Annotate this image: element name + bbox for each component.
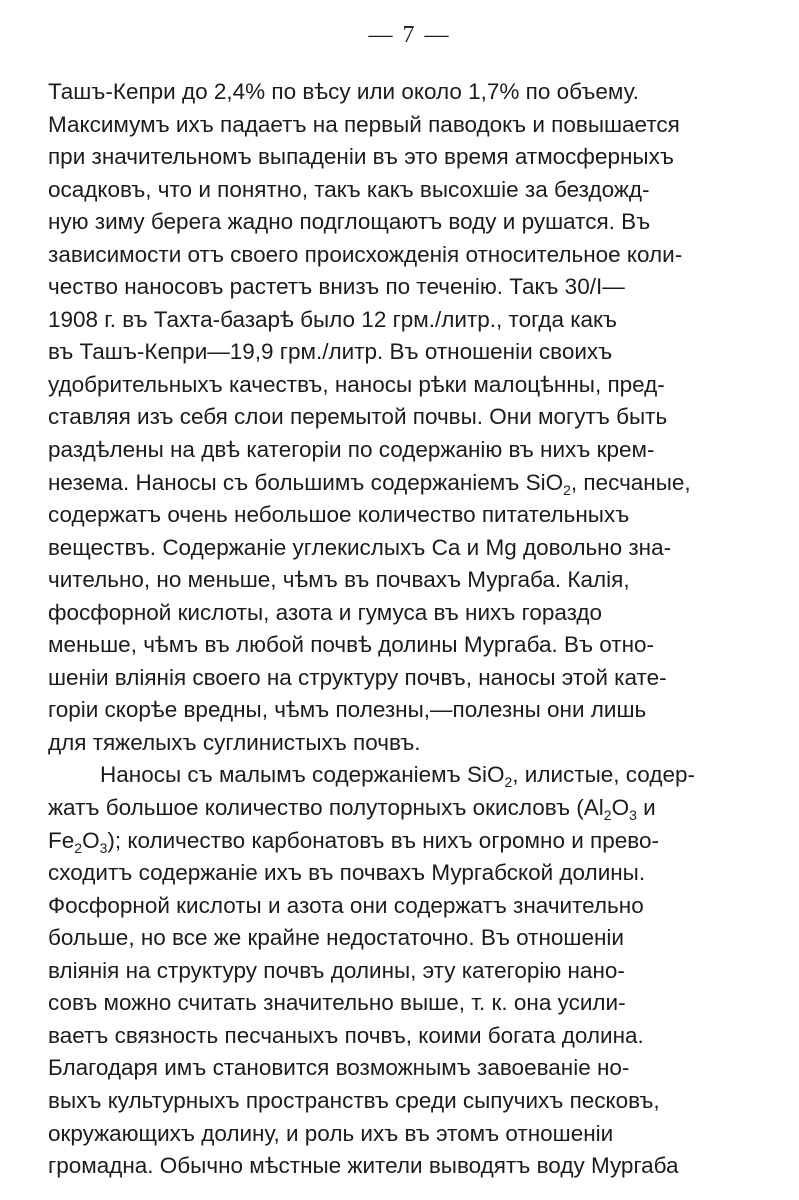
- text-segment: ную зиму берега жадно подглощаютъ воду и рушатся. Въ: [48, 209, 651, 235]
- subscript: 2: [74, 839, 83, 856]
- text-segment: влiянiя на структуру почвъ долины, эту категорiю нано-: [48, 957, 625, 983]
- text-segment: удобрительныхъ качествъ, наносы рѣки малоцѣнны, пред-: [48, 371, 665, 397]
- text-line: [48, 857, 786, 890]
- paragraph: [48, 76, 786, 759]
- text-segment: чительно, но меньше, чѣмъ въ почвахъ Мургаба. Калiя,: [48, 567, 630, 593]
- text-segment: осадковъ, что и понятно, такъ какъ высохшiе за бездожд-: [48, 176, 650, 202]
- text-line: [48, 1052, 786, 1085]
- text-line: [48, 629, 786, 662]
- text-segment: фосфорной кислоты, азота и гумуса въ нихъ гораздо: [48, 599, 603, 625]
- text-segment: Благодаря имъ становится возможнымъ завоеванiе но-: [48, 1055, 630, 1081]
- text-segment: больше, но все же крайне недостаточно. Въ отношенiи: [48, 925, 624, 951]
- text-line: [48, 109, 786, 142]
- text-line: [48, 1118, 786, 1151]
- text-line: [48, 922, 786, 955]
- text-line: [48, 239, 786, 272]
- subscript: 2: [563, 481, 571, 498]
- text-line: [48, 76, 786, 109]
- text-segment: въ Ташъ-Кепри—19,9 грм./литр. Въ отношенiи своихъ: [48, 339, 613, 365]
- text-line: [48, 532, 786, 565]
- text-segment: 1908 г. въ Тахта-базарѣ было 12 грм./литр., тогда какъ: [48, 306, 617, 332]
- text-line: [48, 727, 786, 760]
- text-segment: Максимумъ ихъ падаетъ на первый паводокъ и повышается: [48, 111, 680, 137]
- text-segment: горiи скорѣе вредны, чѣмъ полезны,—полезны они лишь: [48, 697, 647, 723]
- text-segment: Фосфорной кислоты и азота они содержатъ значительно: [48, 892, 644, 918]
- text-line: [48, 206, 786, 239]
- text-segment: ваетъ связность песчаныхъ почвъ, коими богата долина.: [48, 1022, 644, 1048]
- text-line: [48, 694, 786, 727]
- text-segment: чество наносовъ растетъ внизъ по теченiю. Такъ 30/I—: [48, 274, 625, 300]
- text-segment: O: [82, 827, 100, 853]
- text-line: [48, 401, 786, 434]
- text-line: [48, 890, 786, 923]
- text-line: [48, 662, 786, 695]
- subscript: 2: [603, 807, 612, 824]
- body-text: [48, 76, 786, 1183]
- text-segment: Ташъ-Кепри до 2,4% по вѣсу или около 1,7% по объему.: [48, 79, 639, 104]
- text-segment: зависимости отъ своего происхожденiя относительное коли-: [48, 241, 683, 267]
- text-segment: при значительномъ выпаденiи въ это время атмосферныхъ: [48, 144, 674, 170]
- subscript: 3: [99, 839, 108, 856]
- text-segment: Наносы съ малымъ содержанiемъ SiO: [100, 762, 505, 788]
- text-segment: ); количество карбонатовъ въ нихъ огромно и прево-: [107, 827, 659, 853]
- text-segment: содержатъ очень небольшое количество питательныхъ: [48, 502, 630, 528]
- text-segment: Fe: [48, 827, 75, 853]
- text-line: [48, 369, 786, 402]
- text-line: [48, 1150, 786, 1183]
- text-line: [48, 141, 786, 174]
- text-segment: сходитъ содержанiе ихъ въ почвахъ Мургабской долины.: [48, 860, 646, 886]
- text-segment: раздѣлены на двѣ категорiи по содержанiю въ нихъ крем-: [48, 437, 655, 463]
- text-segment: для тяжелыхъ суглинистыхъ почвъ.: [48, 729, 421, 755]
- text-segment: , илистые, содер-: [512, 762, 695, 788]
- text-segment: , песчаные,: [570, 469, 691, 495]
- subscript: 2: [504, 774, 513, 791]
- text-segment: меньше, чѣмъ въ любой почвѣ долины Мургаба. Въ отно-: [48, 632, 655, 658]
- text-line: [48, 467, 786, 500]
- text-line: [48, 304, 786, 337]
- text-line: [48, 955, 786, 988]
- page-number: — 7 —: [368, 22, 451, 48]
- text-segment: и: [636, 795, 656, 821]
- subscript: 3: [629, 807, 637, 824]
- text-line: [48, 759, 786, 792]
- text-segment: незема. Наносы съ большимъ содержанiемъ SiO: [48, 469, 564, 495]
- text-line: [48, 597, 786, 630]
- text-line: [48, 271, 786, 304]
- text-line: [48, 499, 786, 532]
- text-segment: ставляя изъ себя слои перемытой почвы. Они могутъ быть: [48, 404, 668, 430]
- text-segment: совъ можно считать значительно выше, т. к. она усили-: [48, 990, 626, 1016]
- text-line: [48, 1020, 786, 1053]
- text-segment: O: [611, 795, 630, 821]
- text-segment: выхъ культурныхъ пространствъ среди сыпучихъ песковъ,: [48, 1087, 660, 1113]
- text-line: [48, 174, 786, 207]
- text-line: [48, 336, 786, 369]
- paragraph: [48, 759, 786, 1182]
- text-line: [48, 987, 786, 1020]
- text-line: [48, 825, 786, 858]
- text-segment: веществъ. Содержанiе углекислыхъ Ca и Mg довольно зна-: [48, 534, 672, 560]
- text-segment: шенiи влiянiя своего на структуру почвъ, наносы этой кате-: [48, 664, 667, 690]
- text-line: [48, 564, 786, 597]
- text-segment: окружающихъ долину, и роль ихъ въ этомъ отношенiи: [48, 1120, 614, 1146]
- text-line: [48, 434, 786, 467]
- text-segment: жатъ большое количество полуторныхъ окисловъ (Al: [48, 795, 604, 821]
- text-line: [48, 1085, 786, 1118]
- text-segment: громадна. Обычно мѣстные жители выводятъ воду Мургаба: [48, 1153, 679, 1179]
- text-line: [48, 792, 786, 825]
